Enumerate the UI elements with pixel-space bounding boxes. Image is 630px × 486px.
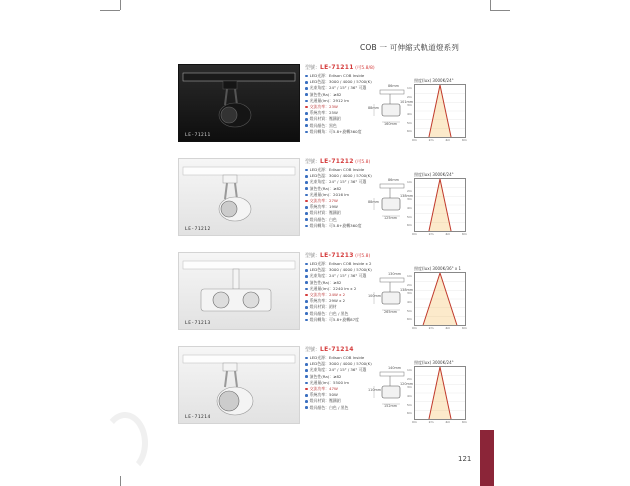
crop-mark-top-right-h (490, 10, 510, 11)
crop-mark-top-left (120, 0, 121, 10)
bullet-icon (305, 400, 308, 403)
dimension-value: 120mm (400, 382, 414, 386)
x-tick-label: 0m (412, 232, 417, 236)
x-tick-label: 2m (428, 232, 434, 236)
y-tick-label: 2m (407, 282, 412, 287)
y-tick-label: 2m (407, 376, 412, 381)
x-tick-label: 6m (462, 232, 467, 236)
model-line (305, 64, 413, 72)
series-title: COB 一 可伸縮式軌道燈系列 (360, 43, 460, 52)
spec-text: 交流功率：23W (309, 104, 338, 110)
fixture-lens (221, 107, 237, 123)
spec-text: 燈具轉角：可5.8+旋轉87度 (309, 316, 360, 322)
x-tick-label: 0m (412, 420, 417, 424)
bullet-icon (305, 194, 308, 197)
product-photo (178, 346, 300, 424)
bullet-icon (305, 187, 308, 190)
dim-body (382, 198, 400, 210)
y-tick-label: 4m (407, 206, 412, 210)
bullet-icon (305, 294, 308, 297)
dim-body (382, 386, 400, 398)
y-tick-label: 4m (407, 112, 412, 116)
dimension-value: 265mm (384, 310, 398, 314)
bullet-icon (305, 218, 308, 221)
y-tick-label: 3m (407, 291, 412, 296)
dimension-value: 100mm (368, 294, 382, 298)
bullet-icon (305, 406, 308, 409)
dimension-value: 138mm (400, 288, 414, 292)
photo-model-code: LE-71211 (185, 133, 211, 138)
spec-text: 光通量(lm)：2240 lm x 2 (309, 285, 357, 291)
track-rail (183, 355, 295, 363)
y-tick-label: 5m (407, 214, 412, 219)
spec-text: 光通量(lm)：2016 lm (309, 191, 350, 197)
model-prefix: 型號： (305, 159, 321, 165)
spec-text: 系統功率：25W (309, 110, 338, 116)
bullet-icon (305, 206, 308, 209)
bullet-icon (305, 263, 308, 266)
bullet-icon (305, 269, 308, 272)
fixture-arm (225, 183, 237, 199)
product-photo (178, 158, 300, 236)
fixture-arm (225, 371, 237, 387)
model-code: LE-71211 (320, 64, 354, 71)
model-tag: (可5.8) (353, 160, 371, 165)
chart-svg (415, 367, 465, 419)
track-rail (183, 73, 295, 81)
y-tick-label: 4m (407, 394, 412, 398)
spec-text: 燈具轉角：可5.8+旋轉360度 (309, 128, 362, 134)
product-row (0, 252, 630, 352)
dimension-value: 152mm (384, 404, 398, 408)
model-line (305, 346, 413, 354)
bullet-icon (305, 93, 308, 96)
spec-text: 光束角度：24° / 15° / 36° 可選 (309, 85, 367, 91)
dimension-value: 86mm (388, 84, 399, 88)
fixture-illustration (179, 253, 299, 329)
chart-svg (415, 85, 465, 137)
y-tick-label: 3m (407, 197, 412, 202)
model-line (305, 158, 413, 166)
bullet-icon (305, 357, 308, 360)
footer-accent-bar (480, 430, 494, 486)
dimension-drawing (368, 272, 414, 316)
fixture-adapter (223, 363, 237, 371)
spec-text: 燈具材質：壓鑄鋁 (309, 210, 341, 216)
x-tick-label: 2m (428, 420, 434, 424)
spec-text: 光束角度：24° / 15° / 36° 可選 (309, 367, 367, 373)
y-tick-label: 5m (407, 308, 412, 313)
model-code: LE-71213 (320, 252, 354, 259)
y-tick-label: 1m (407, 368, 412, 372)
spec-text: LED色溫：3000 / 4000 / 5700(K) (309, 173, 372, 179)
fixture-adapter (223, 175, 237, 183)
x-tick-label: 0m (412, 138, 417, 142)
spec-text: 演色性(Ra)：≥82 (309, 373, 342, 379)
dim-body (382, 292, 400, 304)
bullet-icon (305, 169, 308, 172)
bullet-icon (305, 75, 308, 78)
spec-item (305, 317, 413, 323)
y-tick-label: 6m (407, 411, 412, 416)
bullet-icon (305, 225, 308, 228)
spec-text: 交流功率：47W (309, 386, 338, 392)
spec-text: 光束角度：24° / 15° / 36° 可選 (309, 273, 367, 279)
x-tick-label: 4m (445, 420, 451, 424)
y-tick-label: 1m (407, 180, 412, 184)
model-prefix: 型號： (305, 347, 321, 353)
bullet-icon (305, 175, 308, 178)
crop-mark-bottom-left (120, 476, 121, 486)
spec-text: 燈具顏色：白色 / 黑色 (309, 404, 349, 410)
fixture-illustration (179, 347, 299, 423)
model-prefix: 型號： (305, 65, 321, 71)
x-tick-label: 0m (412, 326, 417, 330)
x-tick-label: 4m (445, 326, 451, 330)
bullet-icon (305, 300, 308, 303)
dimension-drawing (368, 178, 414, 222)
y-tick-label: 6m (407, 223, 412, 228)
chart-title: 照度(lux) 3000K/24° (414, 78, 454, 83)
photo-model-code: LE-71212 (185, 227, 211, 232)
y-tick-label: 6m (407, 129, 412, 134)
bullet-icon (305, 363, 308, 366)
track-rail (183, 167, 295, 175)
spec-text: 演色性(Ra)：≥82 (309, 185, 342, 191)
product-row (0, 158, 630, 258)
spec-text: 交流功率：27W (309, 198, 338, 204)
y-tick-label: 2m (407, 94, 412, 99)
fixture-housing (201, 289, 271, 311)
dim-track (380, 90, 404, 94)
bullet-icon (305, 275, 308, 278)
product-row (0, 64, 630, 164)
spec-text: 系統功率：19W (309, 204, 338, 210)
chart-title: 照度(lux) 3000K/36° x 1 (414, 266, 462, 271)
x-tick-label: 6m (462, 138, 467, 142)
fixture-illustration (179, 159, 299, 235)
product-row (0, 346, 630, 446)
dim-track (380, 278, 404, 282)
spec-text: 燈具材質：壓鑄鋁 (309, 116, 341, 122)
chart-svg (415, 179, 465, 231)
spec-text: 光束角度：24° / 15° / 36° 可選 (309, 179, 367, 185)
fixture-lens (221, 201, 237, 217)
spec-text: 光通量(lm)：5500 lm (309, 379, 350, 385)
fixture-arm (225, 89, 237, 105)
bullet-icon (305, 319, 308, 322)
dim-body (382, 104, 400, 116)
x-tick-label: 4m (445, 138, 451, 142)
track-rail (183, 261, 295, 269)
bullet-icon (305, 81, 308, 84)
spec-text: LED光源：Edison COB Inside (309, 73, 365, 78)
spec-text: 燈具顏色：白色 / 黑色 (309, 310, 349, 316)
bullet-icon (305, 382, 308, 385)
model-tag: (可5.8) (353, 254, 371, 259)
chart-title: 照度(lux) 3000K/24° (414, 360, 454, 365)
product-photo (178, 64, 300, 142)
bullet-icon (305, 394, 308, 397)
y-tick-label: 2m (407, 188, 412, 193)
bullet-icon (305, 288, 308, 291)
bullet-icon (305, 100, 308, 103)
model-code: LE-71214 (320, 346, 354, 353)
photo-model-code: LE-71213 (185, 321, 211, 326)
spec-item (305, 223, 413, 229)
spec-text: 燈具轉角：可5.8+旋轉360度 (309, 222, 362, 228)
model-line (305, 252, 413, 260)
crop-mark-top-left-h (100, 10, 120, 11)
fixture-stem (233, 269, 239, 289)
bullet-icon (305, 181, 308, 184)
x-tick-label: 4m (445, 232, 451, 236)
spec-text: 演色性(Ra)：≥82 (309, 279, 342, 285)
spec-text: LED色溫：3000 / 4000 / 5700(K) (309, 361, 372, 367)
x-tick-label: 2m (428, 138, 434, 142)
spec-text: LED光源：Edison COB Inside (309, 355, 365, 360)
dimension-drawing (368, 366, 414, 410)
bullet-icon (305, 212, 308, 215)
lens-right (243, 292, 259, 308)
dim-track (380, 372, 404, 376)
bullet-icon (305, 87, 308, 90)
fixture-lens (219, 391, 239, 411)
lens-left (213, 292, 229, 308)
photo-model-code: LE-71214 (185, 415, 211, 420)
bullet-icon (305, 131, 308, 134)
spec-text: 系統功率：50W (309, 392, 338, 398)
spec-text: LED色溫：3000 / 4000 / 5700(K) (309, 267, 372, 273)
spec-text: 演色性(Ra)：≥82 (309, 91, 342, 97)
page-number: 121 (458, 455, 472, 463)
spec-text: 燈具材質：壓鑄鋁 (309, 398, 341, 404)
spec-text: 系統功率：29W x 2 (309, 298, 346, 304)
bullet-icon (305, 375, 308, 378)
dimension-drawing (368, 84, 414, 128)
y-tick-label: 5m (407, 120, 412, 125)
dimension-value: 140mm (388, 366, 402, 370)
dimension-value: 160mm (384, 122, 398, 126)
x-tick-label: 6m (462, 326, 467, 330)
y-tick-label: 4m (407, 300, 412, 304)
y-tick-label: 6m (407, 317, 412, 322)
model-prefix: 型號： (305, 253, 321, 259)
spec-text: 交流功率：24W x 2 (309, 292, 346, 298)
x-tick-label: 6m (462, 420, 467, 424)
y-tick-label: 1m (407, 86, 412, 90)
dimension-value: 138mm (400, 194, 414, 198)
spec-text: 光通量(lm)：2912 lm (309, 97, 350, 103)
dimension-value: 88mm (368, 106, 379, 110)
product-photo (178, 252, 300, 330)
bullet-icon (305, 369, 308, 372)
dimension-value: 110mm (368, 388, 382, 392)
spec-text: LED色溫：3000 / 4000 / 5700(K) (309, 79, 372, 85)
fixture-adapter (223, 81, 237, 89)
bullet-icon (305, 112, 308, 115)
bullet-icon (305, 281, 308, 284)
bullet-icon (305, 306, 308, 309)
bullet-icon (305, 124, 308, 127)
chart-svg (415, 273, 465, 325)
crop-mark-top-right (490, 0, 491, 10)
spec-text: LED光源：Edison COB Inside x 2 (309, 261, 372, 266)
spec-text: LED光源：Edison COB Inside (309, 167, 365, 172)
spec-text: 燈具顏色：黑色 (309, 122, 337, 128)
x-tick-label: 2m (428, 326, 434, 330)
fixture-illustration (179, 65, 299, 141)
bullet-icon (305, 118, 308, 121)
dimension-value: 88mm (368, 200, 379, 204)
dimension-value: 101mm (400, 100, 414, 104)
bullet-icon (305, 200, 308, 203)
bullet-icon (305, 388, 308, 391)
y-tick-label: 3m (407, 103, 412, 108)
y-tick-label: 1m (407, 274, 412, 278)
bullet-icon (305, 106, 308, 109)
dimension-value: 86mm (388, 178, 399, 182)
spec-text: 燈具顏色：白色 (309, 216, 337, 222)
chart-title: 照度(lux) 3000K/24° (414, 172, 454, 177)
model-tag: (可5.8/8) (353, 66, 375, 71)
dimension-value: 130mm (388, 272, 402, 276)
dim-track (380, 184, 404, 188)
spec-item (305, 129, 413, 135)
dimension-value: 125mm (384, 216, 398, 220)
bullet-icon (305, 312, 308, 315)
spec-text: 燈具材質：鋁材 (309, 304, 337, 310)
y-tick-label: 3m (407, 385, 412, 390)
model-code: LE-71212 (320, 158, 354, 165)
y-tick-label: 5m (407, 402, 412, 407)
